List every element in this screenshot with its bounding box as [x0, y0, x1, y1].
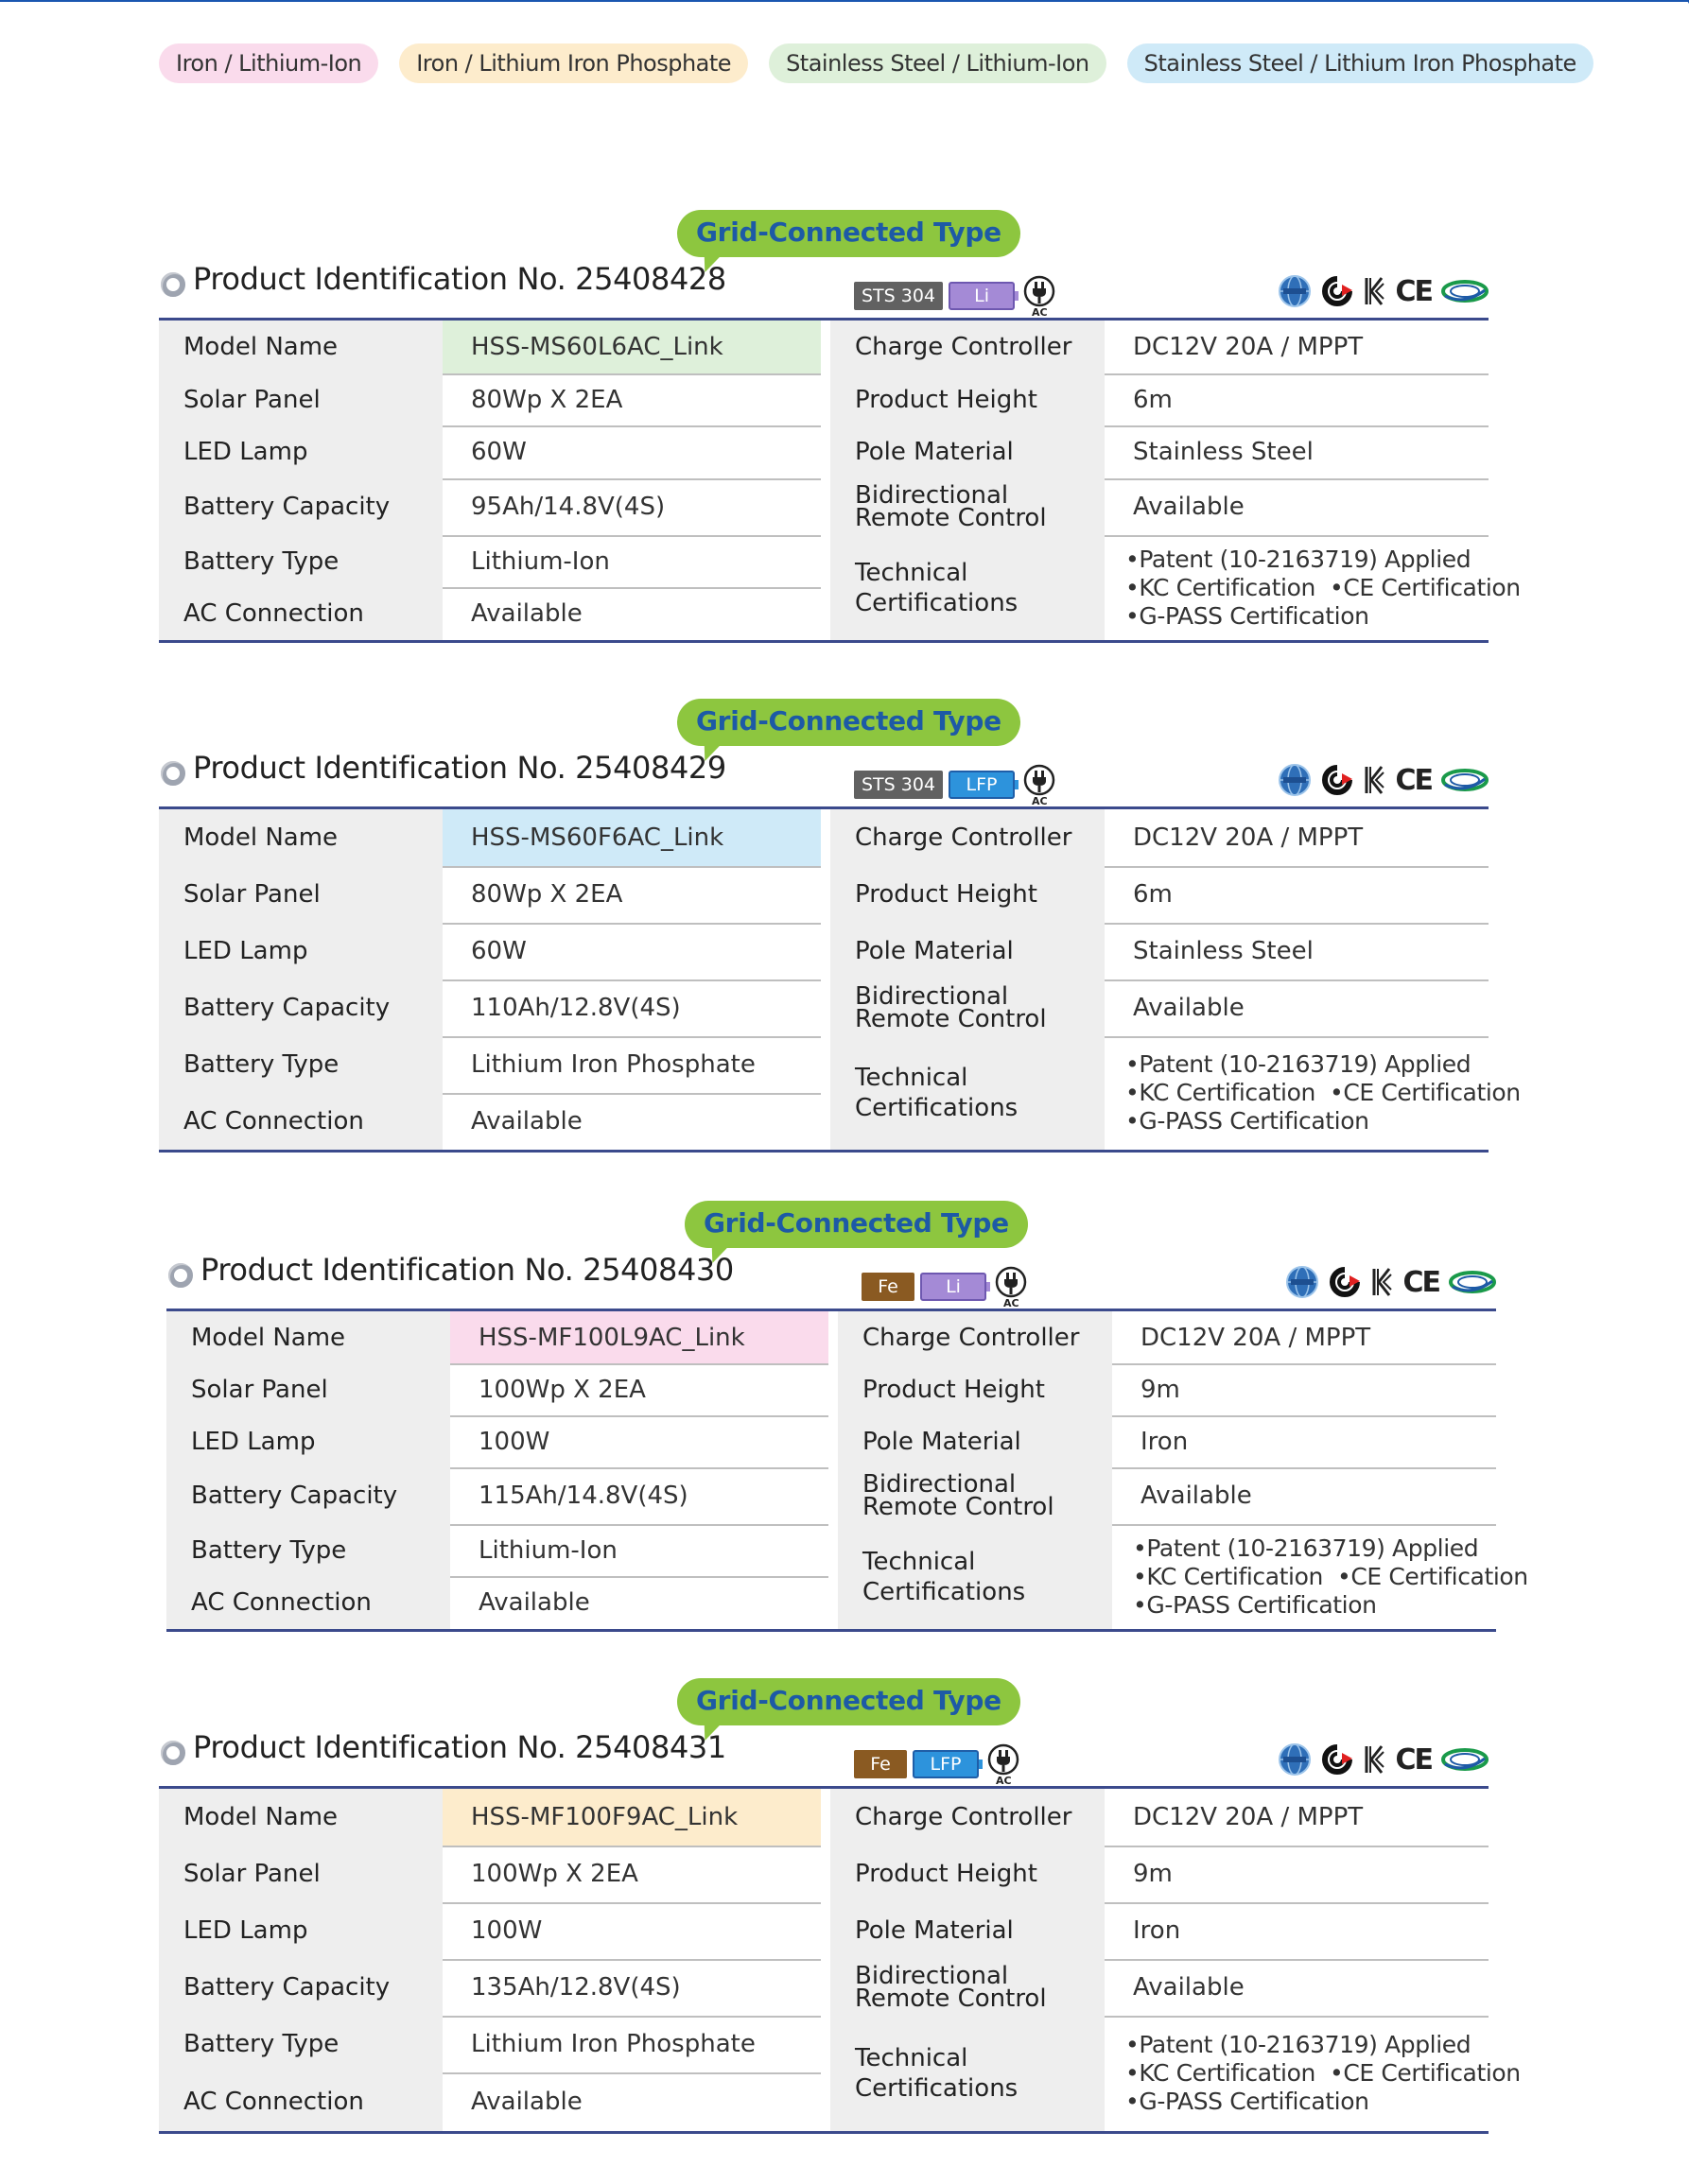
spec-row-battery-type [159, 535, 821, 589]
tech-label-line-2: Certifications [862, 1577, 1026, 1606]
certification-marks [1278, 763, 1489, 797]
spec-table [166, 1309, 1528, 1632]
led-lamp-label: LED Lamp [159, 923, 443, 979]
pole-material-label: Pole Material [830, 923, 1105, 979]
product-height-value: 6m [1133, 880, 1173, 909]
solar-panel-label: Solar Panel [166, 1363, 450, 1415]
led-lamp-label: LED Lamp [159, 1902, 443, 1959]
material-badge: STS 304 [854, 282, 943, 310]
ac-connection-label: AC Connection [159, 2072, 443, 2131]
spec-row-charge-controller [830, 1789, 1489, 1847]
remote-label-line-1: Bidirectional [855, 1962, 1009, 1990]
technical-certifications-value [1105, 535, 1521, 640]
led-lamp-value: 60W [471, 438, 527, 466]
battery-badge: LFP [949, 771, 1015, 799]
gpass-globe-icon [1278, 274, 1312, 308]
product-height-value: 9m [1133, 1860, 1173, 1888]
battery-capacity-value: 135Ah/12.8V(4S) [471, 1973, 681, 2002]
spec-row-solar-panel [159, 1846, 821, 1904]
legend-item-sts-li: Stainless Steel / Lithium-Ion [769, 43, 1106, 83]
recycle-arrow-icon [1321, 274, 1353, 308]
eco-icon [1441, 763, 1489, 797]
remote-label-line-1: Bidirectional [855, 982, 1009, 1011]
tech-label-line-1: Technical [855, 558, 968, 587]
technical-certifications-value [1112, 1524, 1528, 1629]
tech-label-line-1: Technical [862, 1547, 976, 1576]
ac-connection-label: AC Connection [159, 1093, 443, 1150]
remote-label-line-2: Remote Control [855, 1985, 1047, 2013]
technical-certifications-value [1105, 2016, 1521, 2131]
product-height-label: Product Height [838, 1363, 1112, 1415]
spec-row-battery-capacity [159, 1959, 821, 2018]
product-card-2 [159, 684, 1521, 1135]
ac-plug-icon [1020, 274, 1060, 318]
led-lamp-label: LED Lamp [166, 1415, 450, 1467]
spec-row-model-name [159, 809, 821, 868]
bullet-ring-icon [168, 1263, 193, 1288]
technical-certifications-label [830, 535, 1105, 640]
spec-left-column [159, 321, 821, 640]
product-card-4 [159, 1663, 1521, 2116]
model-name-value: HSS-MS60F6AC_Link [443, 809, 821, 866]
remote-label-line-1: Bidirectional [862, 1470, 1017, 1499]
model-name-value: HSS-MF100L9AC_Link [450, 1311, 828, 1363]
pole-material-label: Pole Material [838, 1415, 1112, 1467]
battery-capacity-label: Battery Capacity [159, 478, 443, 535]
solar-panel-value: 80Wp X 2EA [471, 385, 623, 414]
bullet-ring-icon [161, 272, 185, 297]
spec-row-charge-controller [838, 1311, 1496, 1365]
ce-mark-icon: CE [1395, 274, 1432, 308]
ce-mark-icon: CE [1402, 1265, 1439, 1299]
legend-item-iron-lfp: Iron / Lithium Iron Phosphate [399, 43, 748, 83]
gpass-globe-icon [1278, 1742, 1312, 1777]
spec-right-column [830, 1789, 1521, 2131]
charge-controller-value: DC12V 20A / MPPT [1133, 1803, 1364, 1831]
spec-row-product-height [830, 1846, 1489, 1904]
certification-line-1: •Patent (10-2163719) Applied [1125, 2031, 1471, 2058]
spec-row-ac-connection [159, 2072, 821, 2131]
ce-mark-icon: CE [1395, 1742, 1432, 1777]
ac-connection-value: Available [471, 599, 583, 628]
certification-line-1: •Patent (10-2163719) Applied [1125, 1050, 1471, 1078]
kc-mark-icon [1370, 1265, 1393, 1299]
battery-type-label: Battery Type [166, 1524, 450, 1576]
grid-connected-type-label: Grid-Connected Type [685, 1201, 1028, 1248]
remote-label-line-2: Remote Control [855, 504, 1047, 532]
product-header [159, 684, 1489, 806]
battery-badge: LFP [913, 1750, 979, 1778]
product-id-title: Product Identification No. 25408431 [193, 1729, 726, 1765]
battery-badge: Li [949, 282, 1015, 310]
spec-row-pole-material [830, 425, 1489, 480]
charge-controller-label: Charge Controller [830, 1789, 1105, 1846]
charge-controller-label: Charge Controller [830, 321, 1105, 373]
tech-label-line-1: Technical [855, 2044, 968, 2072]
ac-label: AC [1003, 1297, 1019, 1309]
product-id-title: Product Identification No. 25408430 [200, 1252, 734, 1288]
spec-row-product-height [830, 373, 1489, 427]
pole-material-value: Stainless Steel [1133, 438, 1314, 466]
model-name-label: Model Name [159, 1789, 443, 1846]
technical-certifications-label [838, 1524, 1112, 1629]
grid-connected-type-label: Grid-Connected Type [677, 699, 1020, 746]
product-height-value: 6m [1133, 385, 1173, 414]
spec-row-technical-certifications [830, 1036, 1521, 1150]
certification-line-2: •KC Certification •CE Certification [1133, 1562, 1528, 1590]
spec-badges [862, 1265, 1032, 1309]
spec-row-battery-type [159, 2016, 821, 2074]
spec-row-ac-connection [159, 1093, 821, 1150]
spec-row-charge-controller [830, 809, 1489, 868]
spec-row-charge-controller [830, 321, 1489, 375]
spec-row-technical-certifications [830, 2016, 1521, 2131]
remote-control-label [838, 1467, 1112, 1524]
kc-mark-icon [1363, 1742, 1385, 1777]
model-name-label: Model Name [166, 1311, 450, 1363]
spec-row-remote-control [830, 1959, 1489, 2018]
material-badge: Fe [854, 1750, 907, 1778]
spec-left-column [166, 1311, 828, 1629]
spec-row-remote-control [838, 1467, 1496, 1526]
remote-control-label [830, 979, 1105, 1036]
spec-row-model-name [166, 1311, 828, 1365]
tech-label-line-2: Certifications [855, 588, 1019, 617]
recycle-arrow-icon [1329, 1265, 1361, 1299]
eco-icon [1441, 274, 1489, 308]
certification-line-3: •G-PASS Certification [1125, 2088, 1369, 2115]
spec-row-product-height [830, 866, 1489, 925]
product-header [159, 195, 1489, 318]
battery-type-value: Lithium-Ion [479, 1535, 618, 1565]
spec-badges [854, 763, 1060, 806]
spec-row-ac-connection [166, 1576, 828, 1629]
model-name-value: HSS-MF100F9AC_Link [443, 1789, 821, 1846]
spec-row-battery-type [159, 1036, 821, 1095]
ce-mark-icon: CE [1395, 763, 1432, 797]
legend-item-iron-li: Iron / Lithium-Ion [159, 43, 378, 83]
kc-mark-icon [1363, 274, 1385, 308]
spec-row-solar-panel [159, 866, 821, 925]
tech-label-line-2: Certifications [855, 1094, 1019, 1122]
product-id-title: Product Identification No. 25408428 [193, 261, 726, 297]
certification-marks [1278, 274, 1489, 308]
ac-label: AC [996, 1775, 1012, 1787]
eco-icon [1441, 1742, 1489, 1777]
led-lamp-value: 100W [479, 1427, 550, 1456]
led-lamp-value: 60W [471, 937, 527, 965]
model-name-label: Model Name [159, 809, 443, 866]
product-header [159, 1663, 1489, 1786]
kc-mark-icon [1363, 763, 1385, 797]
spec-left-column [159, 809, 821, 1150]
spec-right-column [830, 809, 1521, 1150]
spec-row-led-lamp [159, 923, 821, 981]
spec-row-led-lamp [159, 1902, 821, 1961]
remote-control-label [830, 478, 1105, 535]
ac-plug-icon [1020, 763, 1060, 806]
led-lamp-label: LED Lamp [159, 425, 443, 478]
solar-panel-value: 80Wp X 2EA [471, 880, 623, 909]
remote-label-line-2: Remote Control [855, 1005, 1047, 1033]
ac-label: AC [1032, 795, 1048, 807]
legend [159, 43, 1593, 83]
ac-connection-value: Available [479, 1588, 590, 1617]
ac-connection-label: AC Connection [159, 587, 443, 640]
top-accent-line [0, 0, 1689, 8]
battery-capacity-label: Battery Capacity [166, 1467, 450, 1524]
ac-connection-value: Available [471, 1107, 583, 1135]
product-height-value: 9m [1141, 1375, 1180, 1404]
technical-certifications-label [830, 1036, 1105, 1150]
spec-row-battery-capacity [159, 478, 821, 537]
charge-controller-label: Charge Controller [838, 1311, 1112, 1363]
spec-row-battery-capacity [159, 979, 821, 1038]
battery-badge: Li [920, 1273, 986, 1301]
battery-capacity-label: Battery Capacity [159, 979, 443, 1036]
spec-row-technical-certifications [838, 1524, 1528, 1629]
tech-label-line-1: Technical [855, 1064, 968, 1092]
certification-line-2: •KC Certification •CE Certification [1125, 2059, 1521, 2087]
spec-row-technical-certifications [830, 535, 1521, 640]
technical-certifications-value [1105, 1036, 1521, 1150]
battery-type-value: Lithium Iron Phosphate [471, 2030, 756, 2058]
spec-badges [854, 274, 1060, 318]
product-card-3 [166, 1186, 1528, 1621]
spec-table [159, 806, 1521, 1153]
charge-controller-value: DC12V 20A / MPPT [1141, 1323, 1371, 1352]
certification-line-3: •G-PASS Certification [1125, 1107, 1369, 1135]
pole-material-value: Iron [1141, 1427, 1189, 1456]
certification-line-1: •Patent (10-2163719) Applied [1125, 545, 1471, 573]
remote-control-value: Available [1133, 1973, 1245, 2002]
spec-row-battery-type [166, 1524, 828, 1578]
battery-capacity-value: 95Ah/14.8V(4S) [471, 493, 666, 521]
ac-plug-icon [992, 1265, 1032, 1309]
ac-connection-label: AC Connection [166, 1576, 450, 1629]
remote-label-line-1: Bidirectional [855, 481, 1009, 510]
battery-capacity-label: Battery Capacity [159, 1959, 443, 2016]
product-header [166, 1186, 1496, 1309]
product-id-title: Product Identification No. 25408429 [193, 750, 726, 786]
pole-material-label: Pole Material [830, 1902, 1105, 1959]
product-height-label: Product Height [830, 373, 1105, 425]
spec-row-product-height [838, 1363, 1496, 1417]
charge-controller-value: DC12V 20A / MPPT [1133, 823, 1364, 852]
spec-row-model-name [159, 1789, 821, 1847]
battery-capacity-value: 110Ah/12.8V(4S) [471, 994, 681, 1022]
charge-controller-value: DC12V 20A / MPPT [1133, 333, 1364, 361]
technical-certifications-label [830, 2016, 1105, 2131]
certification-line-2: •KC Certification •CE Certification [1125, 573, 1521, 601]
remote-control-value: Available [1141, 1482, 1252, 1510]
legend-item-sts-lfp: Stainless Steel / Lithium Iron Phosphate [1127, 43, 1593, 83]
spec-row-ac-connection [159, 587, 821, 640]
solar-panel-label: Solar Panel [159, 866, 443, 923]
ac-plug-icon [984, 1742, 1024, 1786]
remote-control-value: Available [1133, 493, 1245, 521]
recycle-arrow-icon [1321, 763, 1353, 797]
spec-row-solar-panel [159, 373, 821, 427]
spec-table [159, 1786, 1521, 2134]
certification-line-2: •KC Certification •CE Certification [1125, 1079, 1521, 1106]
certification-line-3: •G-PASS Certification [1125, 601, 1369, 630]
battery-type-label: Battery Type [159, 535, 443, 587]
recycle-arrow-icon [1321, 1742, 1353, 1777]
spec-row-pole-material [830, 923, 1489, 981]
spec-row-led-lamp [166, 1415, 828, 1469]
eco-icon [1449, 1265, 1496, 1299]
pole-material-value: Iron [1133, 1916, 1181, 1945]
grid-connected-type-label: Grid-Connected Type [677, 210, 1020, 257]
product-height-label: Product Height [830, 1846, 1105, 1902]
solar-panel-label: Solar Panel [159, 1846, 443, 1902]
battery-type-value: Lithium Iron Phosphate [471, 1050, 756, 1079]
certification-marks [1285, 1265, 1496, 1299]
battery-type-value: Lithium-Ion [471, 546, 610, 576]
spec-row-remote-control [830, 478, 1489, 537]
battery-capacity-value: 115Ah/14.8V(4S) [479, 1482, 688, 1510]
gpass-globe-icon [1278, 763, 1312, 797]
spec-row-model-name [159, 321, 821, 375]
remote-control-label [830, 1959, 1105, 2016]
certification-line-1: •Patent (10-2163719) Applied [1133, 1534, 1479, 1562]
spec-right-column [838, 1311, 1528, 1629]
certification-line-3: •G-PASS Certification [1133, 1590, 1377, 1619]
ac-connection-value: Available [471, 2088, 583, 2116]
material-badge: Fe [862, 1273, 914, 1301]
spec-table [159, 318, 1521, 643]
spec-row-battery-capacity [166, 1467, 828, 1526]
product-height-label: Product Height [830, 866, 1105, 923]
charge-controller-label: Charge Controller [830, 809, 1105, 866]
solar-panel-value: 100Wp X 2EA [471, 1860, 638, 1888]
battery-type-label: Battery Type [159, 1036, 443, 1093]
led-lamp-value: 100W [471, 1916, 543, 1945]
model-name-value: HSS-MS60L6AC_Link [443, 321, 821, 373]
pole-material-value: Stainless Steel [1133, 937, 1314, 965]
material-badge: STS 304 [854, 771, 943, 799]
battery-type-label: Battery Type [159, 2016, 443, 2072]
certification-marks [1278, 1742, 1489, 1777]
ac-label: AC [1032, 306, 1048, 319]
spec-row-remote-control [830, 979, 1489, 1038]
spec-left-column [159, 1789, 821, 2131]
grid-connected-type-label: Grid-Connected Type [677, 1678, 1020, 1725]
gpass-globe-icon [1285, 1265, 1319, 1299]
spec-row-led-lamp [159, 425, 821, 480]
remote-control-value: Available [1133, 994, 1245, 1022]
solar-panel-label: Solar Panel [159, 373, 443, 425]
model-name-label: Model Name [159, 321, 443, 373]
spec-badges [854, 1742, 1024, 1786]
spec-row-solar-panel [166, 1363, 828, 1417]
solar-panel-value: 100Wp X 2EA [479, 1375, 646, 1404]
tech-label-line-2: Certifications [855, 2074, 1019, 2103]
product-card-1 [159, 195, 1521, 630]
spec-row-pole-material [830, 1902, 1489, 1961]
remote-label-line-2: Remote Control [862, 1493, 1054, 1521]
bullet-ring-icon [161, 761, 185, 786]
spec-right-column [830, 321, 1521, 640]
spec-row-pole-material [838, 1415, 1496, 1469]
bullet-ring-icon [161, 1741, 185, 1765]
pole-material-label: Pole Material [830, 425, 1105, 478]
